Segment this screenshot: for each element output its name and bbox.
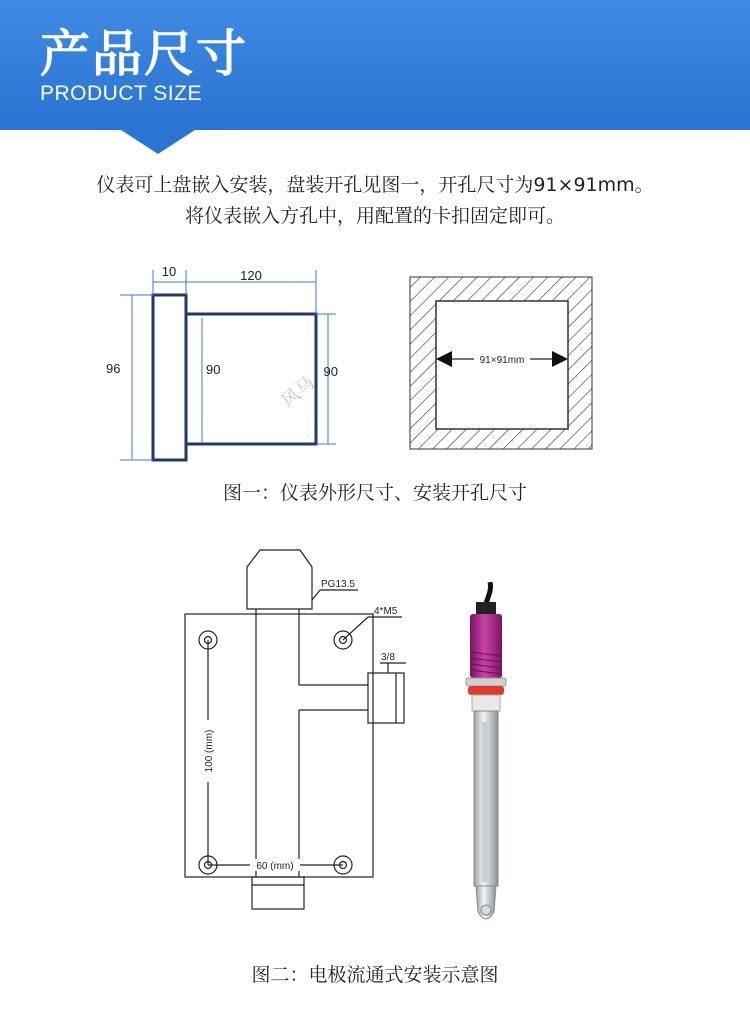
probe-head <box>470 614 502 678</box>
header-notch <box>118 128 198 154</box>
instrument-front-panel <box>153 295 186 460</box>
figure1-panel-cutout <box>408 275 594 451</box>
page-subtitle: PRODUCT SIZE <box>40 82 202 105</box>
dim-body-height-inner: 90 <box>206 362 221 377</box>
watermark: 风马 <box>277 372 319 412</box>
probe-connector <box>476 602 496 616</box>
dim-panel-height: 96 <box>106 361 121 376</box>
dim-horizontal: 60 (mm) <box>256 861 294 872</box>
label-screws: 4*M5 <box>374 606 398 617</box>
electrode-probe-image <box>452 582 522 930</box>
figure1-caption: 图一：仪表外形尺寸、安装开孔尺寸 <box>222 482 527 504</box>
header-banner <box>0 0 750 130</box>
dim-vertical: 100 (mm) <box>204 729 215 773</box>
label-pg: PG13.5 <box>321 579 355 590</box>
probe-o-ring <box>468 686 504 695</box>
bottom-port <box>252 877 304 909</box>
figure2-flow-cell-diagram <box>180 545 420 930</box>
figure1-instrument-dimensions <box>100 258 340 473</box>
label-thread: 3/8 <box>381 652 395 663</box>
intro-text <box>0 170 750 232</box>
dim-body-length: 120 <box>240 268 262 283</box>
top-cap <box>247 550 312 609</box>
probe-cable <box>486 582 491 604</box>
dim-panel-width: 10 <box>161 264 177 279</box>
dim-body-height-outer: 90 <box>323 364 338 379</box>
cutout-size-label: 91×91mm <box>479 355 525 366</box>
intro-line-1: 仪表可上盘嵌入安装，盘装开孔见图一，开孔尺寸为91×91mm。 <box>96 174 654 196</box>
intro-line-2: 将仪表嵌入方孔中，用配置的卡扣固定即可。 <box>184 205 565 227</box>
page-title: 产品尺寸 <box>40 25 248 83</box>
figure2-caption: 图二：电极流通式安装示意图 <box>251 964 499 986</box>
